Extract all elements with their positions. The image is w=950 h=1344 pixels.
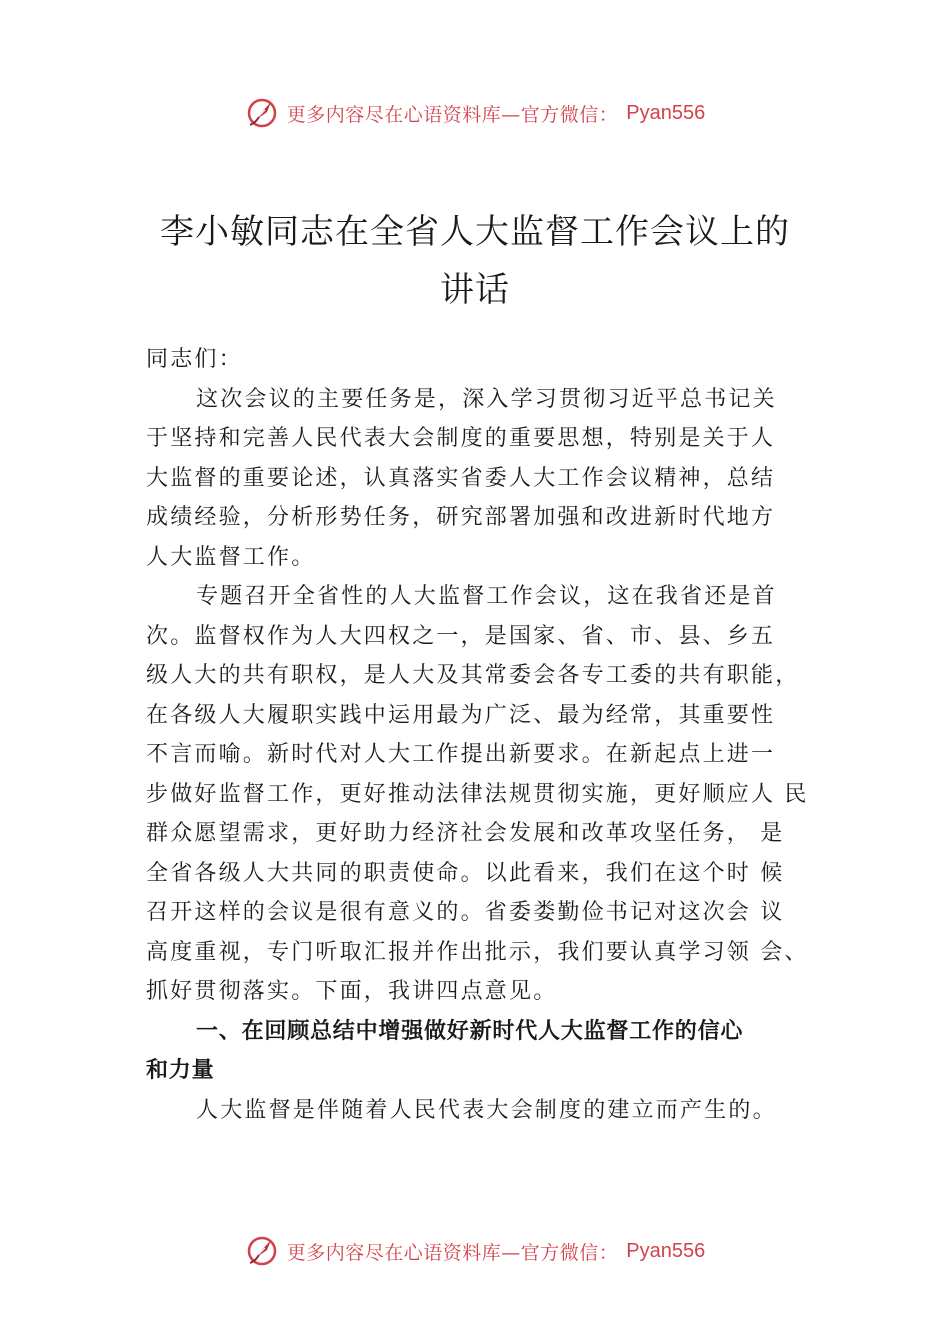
text-line: 级人大的共有职权，是人大及其常委会各专工委的共有职能， [146,663,800,688]
text-line: 专题召开全省性的人大监督工作会议，这在我省还是首 [196,584,777,609]
text-line: 不言而喻。新时代对人大工作提出新要求。在新起点上进一 [146,742,776,767]
text-line: 人大监督是伴随着人民代表大会制度的建立而产生的。 [196,1097,777,1123]
text-line: 于坚持和完善人民代表大会制度的重要思想，特别是关于人 [146,426,776,451]
title-line-2: 讲话 [440,269,510,310]
text-line: 成绩经验，分析形势任务，研究部署加强和改进新时代地方 [146,505,776,530]
quill-seal-icon [245,96,279,130]
text-line: 召开这样的会议是很有意义的。省委娄勤俭书记对这次会 议 [146,900,785,925]
text-line: 人大监督工作。 [146,544,316,570]
text-line: 大监督的重要论述，认真落实省委人大工作会议精神，总结 [146,465,776,491]
watermark-text: 更多内容尽在心语资料库—官方微信： [286,103,619,126]
text-line: 次。监督权作为人大四权之一，是国家、省、市、县、乡五 [146,623,776,649]
salutation: 同志们： [146,347,243,372]
watermark-text: 更多内容尽在心语资料库—官方微信： [286,1241,619,1264]
watermark-header [0,96,950,130]
text-line: 全省各级人大共同的职责使命。以此看来，我们在这个时 候 [146,860,785,886]
text-line: 抓好贯彻落实。下面，我讲四点意见。 [146,979,558,1004]
text-line: 这次会议的主要任务是，深入学习贯彻习近平总书记关 [196,386,777,412]
title-line-1: 李小敏同志在全省人大监督工作会议上的 [160,211,790,252]
watermark-wechat-id: Pyan556 [626,101,706,124]
text-line: 高度重视，专门听取汇报并作出批示，我们要认真学习领 会、 [146,939,809,965]
document-title [100,203,850,319]
watermark-footer [0,1234,950,1268]
text-line: 群众愿望需求，更好助力经济社会发展和改革攻坚任务， 是 [146,821,785,846]
text-line: 步做好监督工作，更好推动法律法规贯彻实施，更好顺应人 民 [146,781,809,807]
quill-seal-icon [245,1234,279,1268]
section-heading-1-continued: 和力量 [146,1058,215,1083]
watermark-wechat-id: Pyan556 [626,1239,706,1262]
document-body [146,340,836,1130]
section-heading-1: 一、在回顾总结中增强做好新时代人大监督工作的信心 [196,1018,744,1044]
text-line: 在各级人大履职实践中运用最为广泛、最为经常，其重要性 [146,702,776,728]
